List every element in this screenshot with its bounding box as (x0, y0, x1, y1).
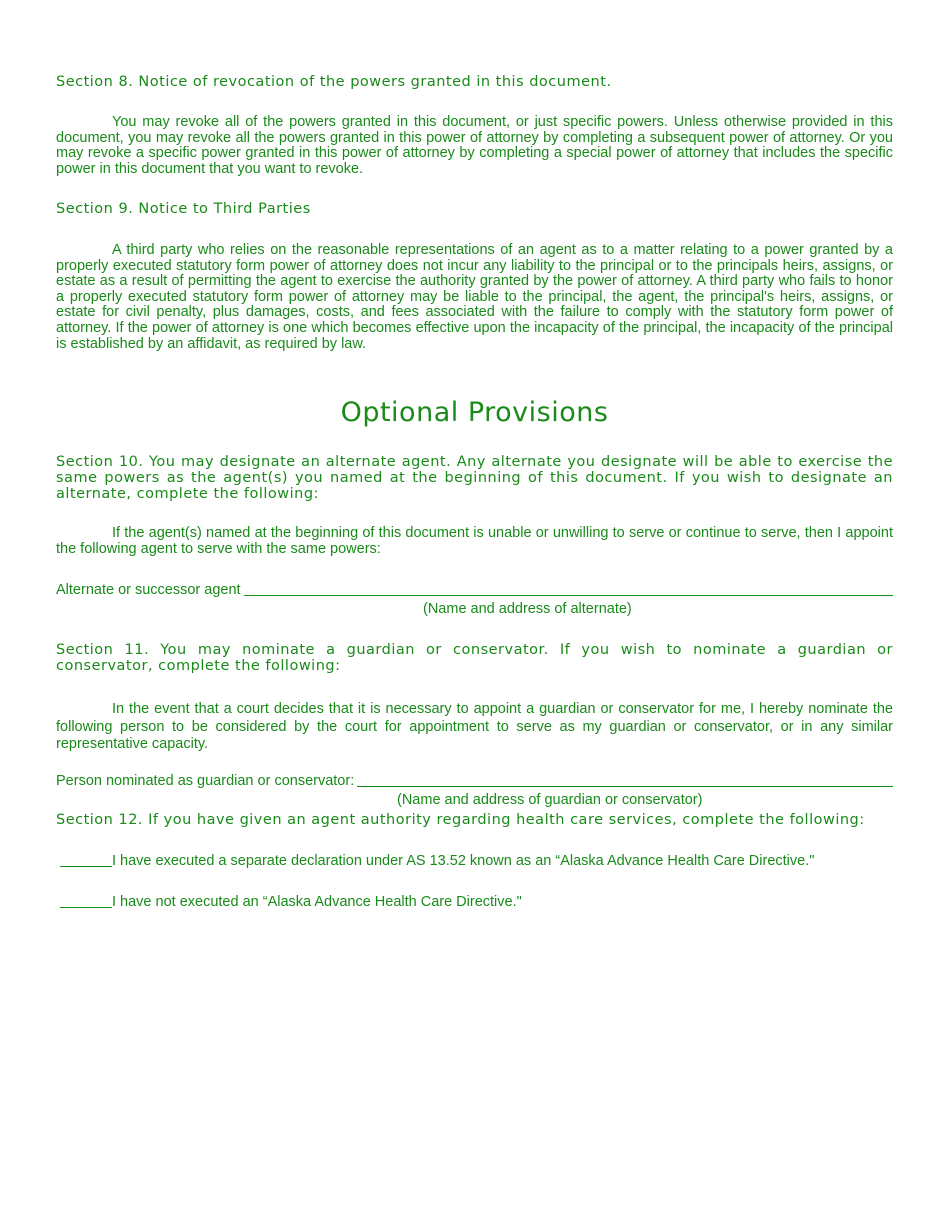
section-11-body: In the event that a court decides that it is necessary to appoint a guardian or conservator for me, I hereby nominate the following person to be considered by the court for appointment to serve as my guardian or conservator, or in any similar representative capacity. (56, 701, 893, 753)
guardian-field[interactable] (56, 772, 893, 789)
option-executed-text: I have executed a separate declaration under AS 13.52 known as an “Alaska Advance Health Care Directive." (112, 853, 815, 869)
health-care-option-not-executed[interactable] (60, 893, 522, 910)
alternate-agent-label: Alternate or successor agent (56, 582, 241, 598)
alternate-agent-field[interactable] (56, 581, 893, 598)
guardian-caption: (Name and address of guardian or conservator) (397, 792, 703, 808)
section-10-heading: Section 10. You may designate an alternate agent. Any alternate you designate will be able to exercise the same powers as the agent(s) you named at the beginning of this document. If you wish to designate an alternate, complete the following: (56, 454, 893, 502)
section-9-body: A third party who relies on the reasonable representations of an agent as to a matter relating to a power granted by a properly executed statutory form power of attorney does not incur any liability to the principal or to the principals heirs, assigns, or estate as a result of permitting the agent to exercise the authority granted by the power of attorney. A third party who fails to honor a properly executed statutory form power of attorney may be liable to the principal, the agent, the principal's heirs, assigns, or estate for civil penalty, plus damages, costs, and fees associated with the failure to comply with the statutory form power of attorney. If the power of attorney is one which becomes effective upon the incapacity of the principal, the incapacity of the principal is established by an affidavit, as required by law. (56, 242, 893, 352)
alternate-agent-caption: (Name and address of alternate) (423, 601, 632, 617)
guardian-label: Person nominated as guardian or conservator: (56, 773, 355, 789)
section-10-body: If the agent(s) named at the beginning of this document is unable or unwilling to serve or continue to serve, then I appoint the following agent to serve with the same powers: (56, 525, 893, 557)
section-8-heading: Section 8. Notice of revocation of the powers granted in this document. (56, 74, 612, 90)
health-care-option-executed[interactable] (60, 852, 814, 869)
option-executed-blank[interactable] (60, 852, 112, 867)
optional-provisions-title: Optional Provisions (340, 397, 609, 428)
option-not-executed-text: I have not executed an “Alaska Advance Health Care Directive." (112, 894, 522, 910)
option-not-executed-blank[interactable] (60, 893, 112, 908)
section-11-heading: Section 11. You may nominate a guardian or conservator. If you wish to nominate a guardian or conservator, complete the following: (56, 642, 893, 674)
section-9-heading: Section 9. Notice to Third Parties (56, 201, 311, 217)
section-12-heading: Section 12. If you have given an agent authority regarding health care services, complete the following: (56, 812, 865, 828)
guardian-line[interactable] (357, 772, 893, 787)
alternate-agent-line[interactable] (244, 581, 893, 596)
section-8-body: You may revoke all of the powers granted in this document, or just specific powers. Unless otherwise provided in this document, you may revoke all the powers granted in this power of attorney by completing a subsequent power of attorney. Or you may revoke a specific power granted in this power of attorney by completing a special power of attorney that includes the specific power in this document that you want to revoke. (56, 114, 893, 177)
